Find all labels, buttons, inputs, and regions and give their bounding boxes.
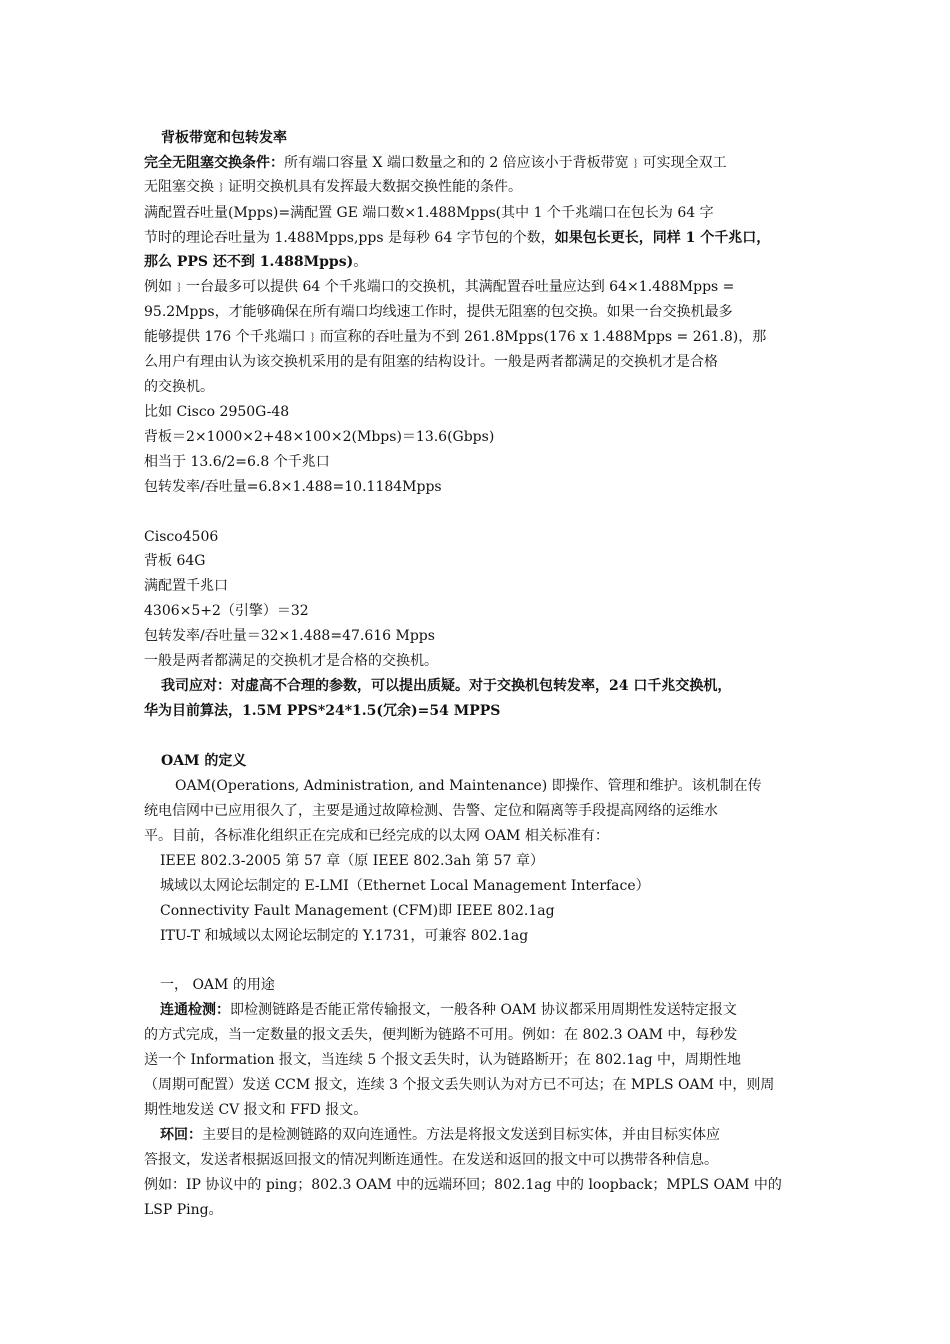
condition-label: 完全无阻塞交换条件：: [144, 155, 284, 171]
paragraph-line: [144, 151, 824, 175]
condition-text: 所有端口容量 X 端口数量之和的 2 倍应该小于背板带宽﹜可实现全双工: [284, 155, 727, 171]
paragraph-line: 例如：IP 协议中的 ping；802.3 OAM 中的远端环回；802.1ag 中的 loopback；MPLS OAM 中的: [144, 1177, 782, 1193]
paragraph-line: 的交换机。: [144, 379, 214, 395]
paragraph-line: LSP Ping。: [144, 1202, 223, 1218]
loopback-text: 主要目的是检测链路的双向连通性。方法是将报文发送到目标实体，并由目标实体应: [202, 1127, 720, 1143]
paragraph-line: [160, 998, 824, 1022]
throughput-emphasis: 如果包长更长，同样 1 个千兆口，: [554, 230, 771, 246]
paragraph-line: [160, 1123, 824, 1147]
company-response: 我司应对：对虚高不合理的参数，可以提出质疑。对于交换机包转发率，24 口千兆交换机，: [161, 678, 732, 694]
paragraph-line: 无阻塞交换﹜证明交换机具有发挥最大数据交换性能的条件。: [144, 179, 522, 195]
paragraph-line: 统电信网中已应用很久了，主要是通过故障检测、告警、定位和隔离等手段提高网络的运维水: [144, 803, 718, 819]
throughput-text: 。: [353, 254, 368, 270]
paragraph-line: 能够提供 176 个千兆端口﹜而宣称的吞吐量为不到 261.8Mpps(176 x 1.488Mpps = 261.8)，那: [144, 329, 767, 345]
paragraph-line: 包转发率/吞吐量=6.8×1.488=10.1184Mpps: [144, 479, 442, 495]
throughput-text: 节时的理论吞吐量为 1.488Mpps,pps 是每秒 64 字节包的个数，: [144, 230, 555, 246]
paragraph-line: 比如 Cisco 2950G-48: [144, 404, 290, 420]
paragraph-line: 95.2Mpps，才能够确保在所有端口均线速工作时，提供无阻塞的包交换。如果一台交换机最多: [144, 304, 733, 320]
paragraph-line: 例如﹜一台最多可以提供 64 个千兆端口的交换机，其满配置吞吐量应达到 64×1.488Mpps =: [144, 279, 735, 295]
paragraph-line: 么用户有理由认为该交换机采用的是有阻塞的结构设计。一般是两者都满足的交换机才是合格: [144, 354, 718, 370]
paragraph-line: [144, 226, 824, 250]
paragraph-line: 答报文，发送者根据返回报文的情况判断连通性。在发送和返回的报文中可以携带各种信息。: [144, 1152, 718, 1168]
paragraph-line: 期性地发送 CV 报文和 FFD 报文。: [144, 1102, 368, 1118]
paragraph-line: 满配置吞吐量(Mpps)=满配置 GE 端口数×1.488Mpps(其中 1 个千兆端口在包长为 64 字: [144, 205, 714, 221]
paragraph-line: Cisco4506: [144, 529, 219, 545]
heading-oam-uses: 一， OAM 的用途: [160, 977, 275, 993]
connectivity-check-text: 即检测链路是否能正常传输报文，一般各种 OAM 协议都采用周期性发送特定报文: [230, 1002, 737, 1018]
standard-item: Connectivity Fault Management (CFM)即 IEEE 802.1ag: [160, 903, 555, 919]
paragraph-line: 4306×5+2（引擎）＝32: [144, 603, 309, 619]
company-response: 华为目前算法，1.5M PPS*24*1.5(冗余)=54 MPPS: [144, 703, 501, 719]
paragraph-line: 一般是两者都满足的交换机才是合格的交换机。: [144, 653, 438, 669]
connectivity-check-label: 连通检测：: [160, 1002, 230, 1018]
throughput-emphasis: 那么 PPS 还不到 1.488Mpps): [144, 254, 354, 270]
paragraph-line: 包转发率/吞吐量＝32×1.488=47.616 Mpps: [144, 628, 435, 644]
standard-item: ITU-T 和城域以太网论坛制定的 Y.1731，可兼容 802.1ag: [160, 928, 529, 944]
heading-backplane: 背板带宽和包转发率: [161, 130, 287, 146]
paragraph-line: 相当于 13.6/2=6.8 个千兆口: [144, 454, 330, 470]
paragraph-line: OAM(Operations, Administration, and Maintenance) 即操作、管理和维护。该机制在传: [175, 778, 762, 794]
paragraph-line: 平。目前，各标准化组织正在完成和已经完成的以太网 OAM 相关标准有：: [144, 828, 609, 844]
paragraph-line: （周期可配置）发送 CCM 报文，连续 3 个报文丢失则认为对方已不可达；在 MPLS OAM 中，则周: [144, 1077, 775, 1093]
paragraph-line: 背板＝2×1000×2+48×100×2(Mbps)＝13.6(Gbps): [144, 429, 495, 445]
loopback-label: 环回：: [160, 1127, 202, 1143]
paragraph-line: [144, 250, 824, 274]
standard-item: IEEE 802.3-2005 第 57 章（原 IEEE 802.3ah 第 57 章）: [160, 853, 544, 869]
paragraph-line: 的方式完成，当一定数量的报文丢失，便判断为链路不可用。例如：在 802.3 OAM 中，每秒发: [144, 1027, 738, 1043]
heading-oam-definition: OAM 的定义: [161, 753, 247, 769]
standard-item: 城域以太网论坛制定的 E-LMI（Ethernet Local Management Interface）: [160, 878, 650, 894]
paragraph-line: 满配置千兆口: [144, 578, 228, 594]
paragraph-line: 送一个 Information 报文，当连续 5 个报文丢失时，认为链路断开；在 802.1ag 中，周期性地: [144, 1052, 742, 1068]
paragraph-line: 背板 64G: [144, 553, 206, 569]
